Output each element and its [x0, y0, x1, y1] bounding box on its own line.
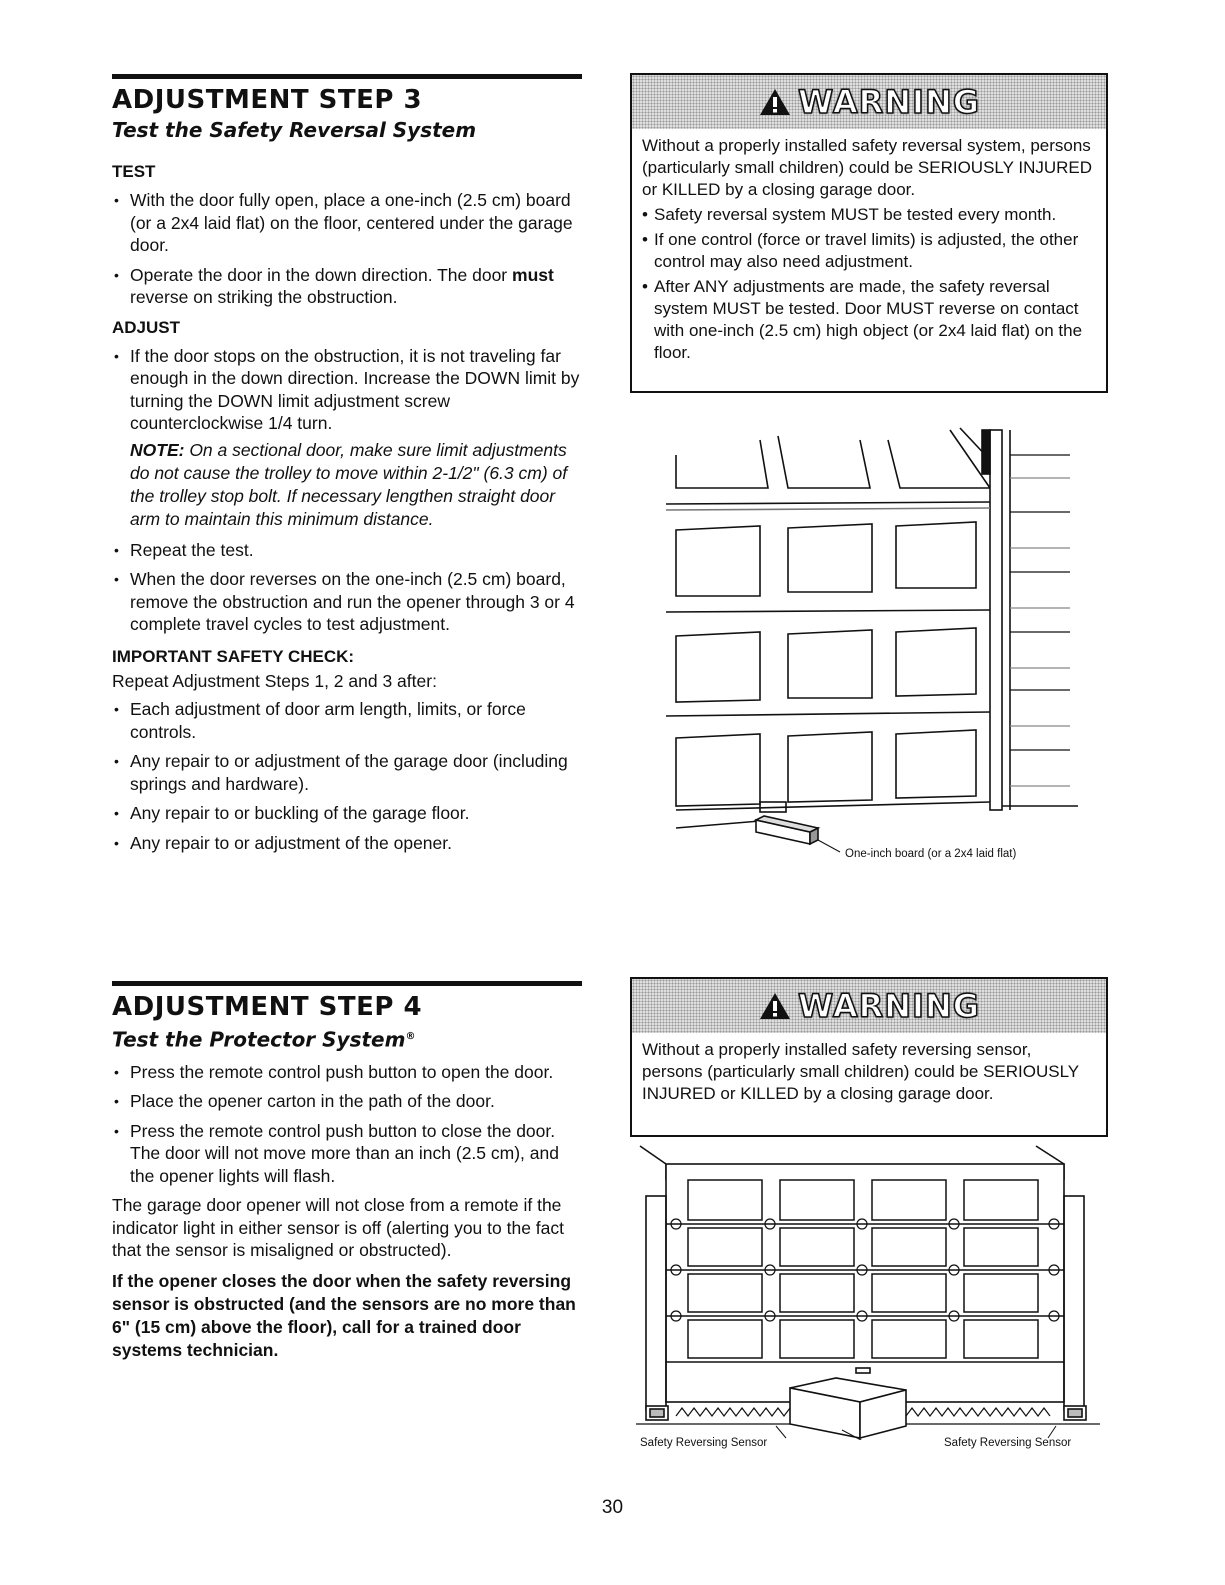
step4-section — [112, 981, 582, 1362]
registered-mark: ® — [405, 1031, 416, 1042]
step4-title: ADJUSTMENT STEP 4 — [112, 992, 423, 1022]
list-item: • If the door stops on the obstruction, it is not traveling far enough in the down direction. Increase the DOWN limit by turning the DOWN limit adjustment screw counterclockwise 1/4 turn. — [112, 345, 582, 435]
safety-list — [112, 698, 582, 854]
step3-section — [112, 74, 582, 861]
warning-list — [642, 204, 1096, 364]
warning-intro: Without a properly installed safety reversing sensor, persons (particularly small children) could be SERIOUSLY INJURED or KILLED by a closing garage door. — [642, 1040, 1079, 1103]
note-label: NOTE: — [130, 439, 185, 460]
test-heading: TEST — [112, 162, 156, 181]
step3-subtitle: Test the Safety Reversal System — [112, 118, 477, 142]
list-item: • Each adjustment of door arm length, limits, or force controls. — [112, 698, 582, 743]
list-item: • Any repair to or adjustment of the garage door (including springs and hardware). — [112, 750, 582, 795]
step4-subtitle: Test the Protector System® — [112, 1027, 416, 1052]
step4-paragraph: The garage door opener will not close from a remote if the indicator light in either sensor is off (alerting you to the fact that the sensor is misaligned or obstructed). — [112, 1195, 565, 1261]
test-list — [112, 189, 582, 309]
list-item: • With the door fully open, place a one-inch (2.5 cm) board (or a 2x4 laid flat) on the floor, centered under the garage door. — [112, 189, 582, 257]
step3-title: ADJUSTMENT STEP 3 — [112, 85, 423, 115]
list-item: • After ANY adjustments are made, the safety reversal system MUST be tested. Door MUST reverse on contact with one-inch (2.5 cm) high object (or 2x4 laid flat) on the floor. — [642, 276, 1096, 364]
list-item: • Safety reversal system MUST be tested every month. — [642, 204, 1096, 226]
list-item: • If one control (force or travel limits) is adjusted, the other control may also need adjustment. — [642, 229, 1096, 273]
emphasis-must: must — [512, 264, 554, 285]
warning-header — [632, 75, 1106, 129]
warning-box-2 — [630, 977, 1108, 1137]
safety-check-heading: IMPORTANT SAFETY CHECK: — [112, 646, 355, 666]
adjust-list — [112, 345, 582, 435]
list-item: • Repeat the test. — [112, 539, 582, 562]
page-number: 30 — [601, 1497, 624, 1518]
list-item: • Press the remote control push button to open the door. — [112, 1061, 582, 1084]
list-item: • Any repair to or adjustment of the opener. — [112, 832, 582, 855]
list-item: • When the door reverses on the one-inch (2.5 cm) board, remove the obstruction and run the opener through 3 or 4 complete travel cycles to test adjustment. — [112, 568, 582, 636]
section-rule — [112, 74, 582, 79]
warning-box-1 — [630, 73, 1108, 393]
section-rule — [112, 981, 582, 986]
warning-label: WARNING — [798, 987, 980, 1025]
step4-list — [112, 1061, 582, 1188]
figure1-caption: One-inch board (or a 2x4 laid flat) — [845, 848, 1017, 860]
adjust-list-continued — [112, 539, 582, 636]
list-item: • Any repair to or buckling of the garage floor. — [112, 802, 582, 825]
adjust-heading: ADJUST — [112, 317, 181, 337]
warning-label: WARNING — [798, 83, 980, 121]
step4-technician-notice: If the opener closes the door when the safety reversing sensor is obstructed (and the sensors are no more than 6" (15 cm) above the floor), call for a trained door systems technician. — [112, 1270, 576, 1360]
list-item: • Place the opener carton in the path of the door. — [112, 1090, 582, 1113]
door-reversal-illustration — [660, 400, 1090, 870]
warning-intro: Without a properly installed safety reversal system, persons (particularly small children) could be SERIOUSLY INJURED or KILLED by a closing garage door. — [642, 136, 1093, 199]
protector-system-illustration — [636, 1140, 1100, 1440]
list-item: • Press the remote control push button to close the door. The door will not move more than an inch (2.5 cm), and the opener lights will flash. — [112, 1120, 582, 1188]
note: NOTE: On a sectional door, make sure limit adjustments do not cause the trolley to move within 2-1/2" (6.3 cm) of the trolley stop bolt. If necessary lengthen straight door arm to maintain this minimum distance. — [130, 439, 568, 529]
warning-triangle-icon — [758, 991, 792, 1021]
warning-header — [632, 979, 1106, 1033]
warning-body — [632, 1033, 1106, 1113]
warning-body — [632, 129, 1106, 372]
warning-triangle-icon — [758, 87, 792, 117]
sensor-caption-right: Safety Reversing Sensor — [944, 1437, 1072, 1449]
list-item: • Operate the door in the down direction. The door must reverse on striking the obstruction. — [112, 264, 582, 309]
safety-intro: Repeat Adjustment Steps 1, 2 and 3 after: — [112, 670, 437, 691]
sensor-caption-left: Safety Reversing Sensor — [640, 1437, 768, 1449]
